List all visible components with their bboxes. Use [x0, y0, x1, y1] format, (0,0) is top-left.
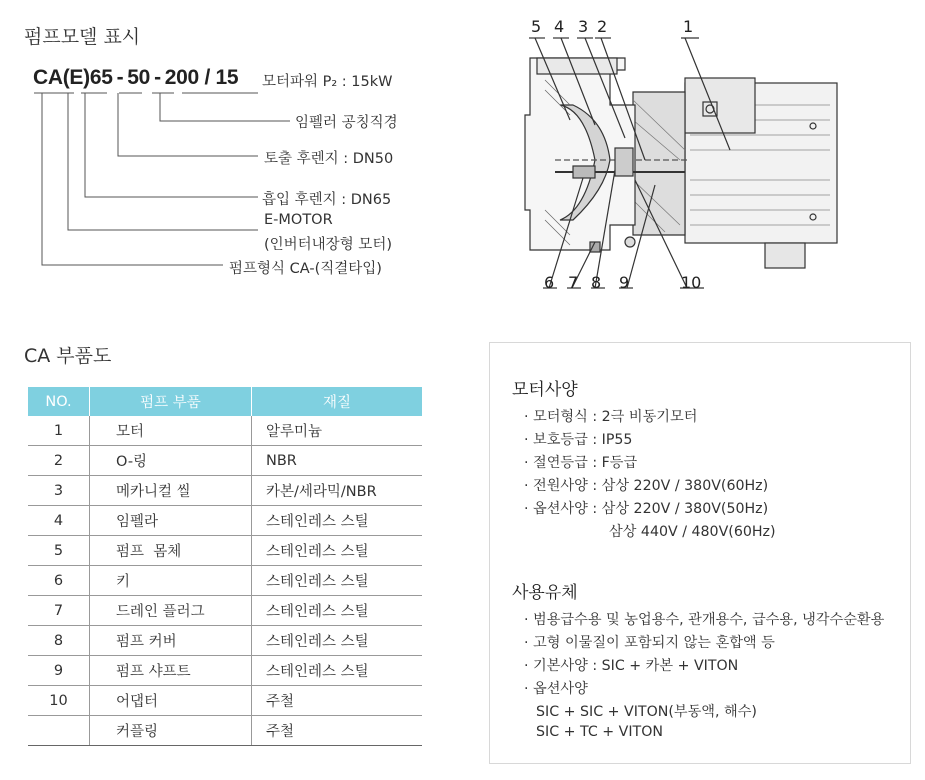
- motor-spec-line: · 절연등급 : F등급: [524, 455, 638, 471]
- row-no: 4: [28, 506, 90, 536]
- callout-inlet-flange: 흡입 후렌지 : DN65: [262, 192, 392, 208]
- diagram-label-6: 6: [544, 273, 555, 292]
- model-code-outlet: 50: [127, 66, 151, 89]
- callout-emotor-desc: (인버터내장형 모터): [264, 237, 392, 253]
- callout-outlet-flange: 토출 후렌지 : DN50: [264, 151, 394, 167]
- fluid-spec-line: SIC + SIC + VITON(부동액, 해수): [536, 704, 757, 720]
- model-code-impeller-power: 200 / 15: [164, 66, 239, 89]
- diagram-label-9: 9: [619, 273, 630, 292]
- table-row: [28, 626, 422, 656]
- row-part: O-링: [90, 446, 252, 476]
- row-part: 메카니컬 씰: [90, 476, 252, 506]
- row-part: 펌프 커버: [90, 626, 252, 656]
- header-material: 재질: [252, 387, 423, 416]
- row-part: 펌프 샤프트: [90, 656, 252, 686]
- table-row: [28, 506, 422, 536]
- model-code-dash-1: -: [116, 66, 124, 89]
- parts-section-title: CA 부품도: [24, 345, 112, 367]
- adapter: [633, 92, 685, 235]
- drain-plug: [590, 242, 600, 252]
- row-material: 주철: [252, 686, 423, 716]
- row-material: NBR: [252, 446, 423, 476]
- row-no: 2: [28, 446, 90, 476]
- row-part: 커플링: [90, 716, 252, 746]
- table-row: [28, 476, 422, 506]
- model-code-series: CA(E)65: [33, 66, 113, 89]
- row-part: 어댑터: [90, 686, 252, 716]
- row-material: 알루미늄: [252, 416, 423, 446]
- diagram-label-5: 5: [531, 17, 542, 36]
- row-no: [28, 716, 90, 746]
- table-row: [28, 416, 422, 446]
- fluid-spec-title: 사용유체: [512, 583, 578, 603]
- header-part: 펌프 부품: [90, 387, 252, 416]
- row-material: 스테인레스 스틸: [252, 626, 423, 656]
- row-material: 스테인레스 스틸: [252, 506, 423, 536]
- header-no: NO.: [28, 387, 90, 416]
- motor-spec-line: · 보호등급 : IP55: [524, 432, 633, 448]
- table-row: [28, 716, 422, 746]
- model-code-dash-2: -: [154, 66, 161, 89]
- spec-box: [489, 342, 911, 764]
- diagram-label-8: 8: [591, 273, 602, 292]
- row-no: 7: [28, 596, 90, 626]
- motor-foot: [765, 243, 805, 268]
- motor-spec-line: · 옵션사양 : 삼상 220V / 380V(50Hz): [524, 501, 769, 517]
- row-no: 9: [28, 656, 90, 686]
- callout-impeller-diameter: 임펠러 공칭직경: [295, 115, 398, 131]
- row-part: 키: [90, 566, 252, 596]
- motor-spec-title: 모터사양: [512, 380, 578, 400]
- motor-spec-line: · 모터형식 : 2극 비동기모터: [524, 409, 698, 425]
- row-material: 스테인레스 스틸: [252, 536, 423, 566]
- diagram-label-7: 7: [568, 273, 579, 292]
- row-material: 주철: [252, 716, 423, 746]
- fluid-spec-line: · 범용급수용 및 농업용수, 관개용수, 급수용, 냉각수순환용: [524, 612, 885, 628]
- pump-cross-section-drawing: [515, 10, 845, 300]
- row-part: 모터: [90, 416, 252, 446]
- row-no: 8: [28, 626, 90, 656]
- row-no: 3: [28, 476, 90, 506]
- callout-emotor: E-MOTOR: [264, 212, 333, 228]
- fluid-spec-line: SIC + TC + VITON: [536, 724, 663, 740]
- table-row: [28, 596, 422, 626]
- row-part: 임펠라: [90, 506, 252, 536]
- row-part: 펌프 몸체: [90, 536, 252, 566]
- fluid-spec-line: · 고형 이물질이 포함되지 않는 혼합액 등: [524, 635, 775, 651]
- fluid-spec-line: · 옵션사양: [524, 681, 588, 697]
- fluid-spec-line: · 기본사양 : SIC + 카본 + VITON: [524, 658, 739, 674]
- diagram-label-3: 3: [578, 17, 589, 36]
- row-material: 스테인레스 스틸: [252, 596, 423, 626]
- motor-spec-line: 삼상 440V / 480V(60Hz): [609, 524, 776, 540]
- callout-pump-type: 펌프형식 CA-(직결타입): [229, 261, 382, 277]
- mechanical-seal: [615, 148, 633, 176]
- row-material: 카본/세라믹/NBR: [252, 476, 423, 506]
- table-row: [28, 446, 422, 476]
- diagram-label-1: 1: [683, 17, 694, 36]
- row-part: 드레인 플러그: [90, 596, 252, 626]
- row-no: 6: [28, 566, 90, 596]
- table-row: [28, 566, 422, 596]
- diagram-label-10: 10: [681, 273, 702, 292]
- model-section-title: 펌프모델 표시: [24, 26, 141, 48]
- parts-table-header: [28, 387, 422, 416]
- table-row: [28, 686, 422, 716]
- diagram-label-4: 4: [554, 17, 565, 36]
- row-material: 스테인레스 스틸: [252, 566, 423, 596]
- callout-motor-power: 모터파워 P₂ : 15kW: [262, 74, 393, 90]
- diagram-label-2: 2: [597, 17, 608, 36]
- row-material: 스테인레스 스틸: [252, 656, 423, 686]
- row-no: 10: [28, 686, 90, 716]
- table-row: [28, 536, 422, 566]
- row-no: 5: [28, 536, 90, 566]
- row-no: 1: [28, 416, 90, 446]
- table-row: [28, 656, 422, 686]
- shaft-nut: [573, 166, 595, 178]
- parts-table: [28, 387, 422, 746]
- motor-spec-line: · 전원사양 : 삼상 220V / 380V(60Hz): [524, 478, 769, 494]
